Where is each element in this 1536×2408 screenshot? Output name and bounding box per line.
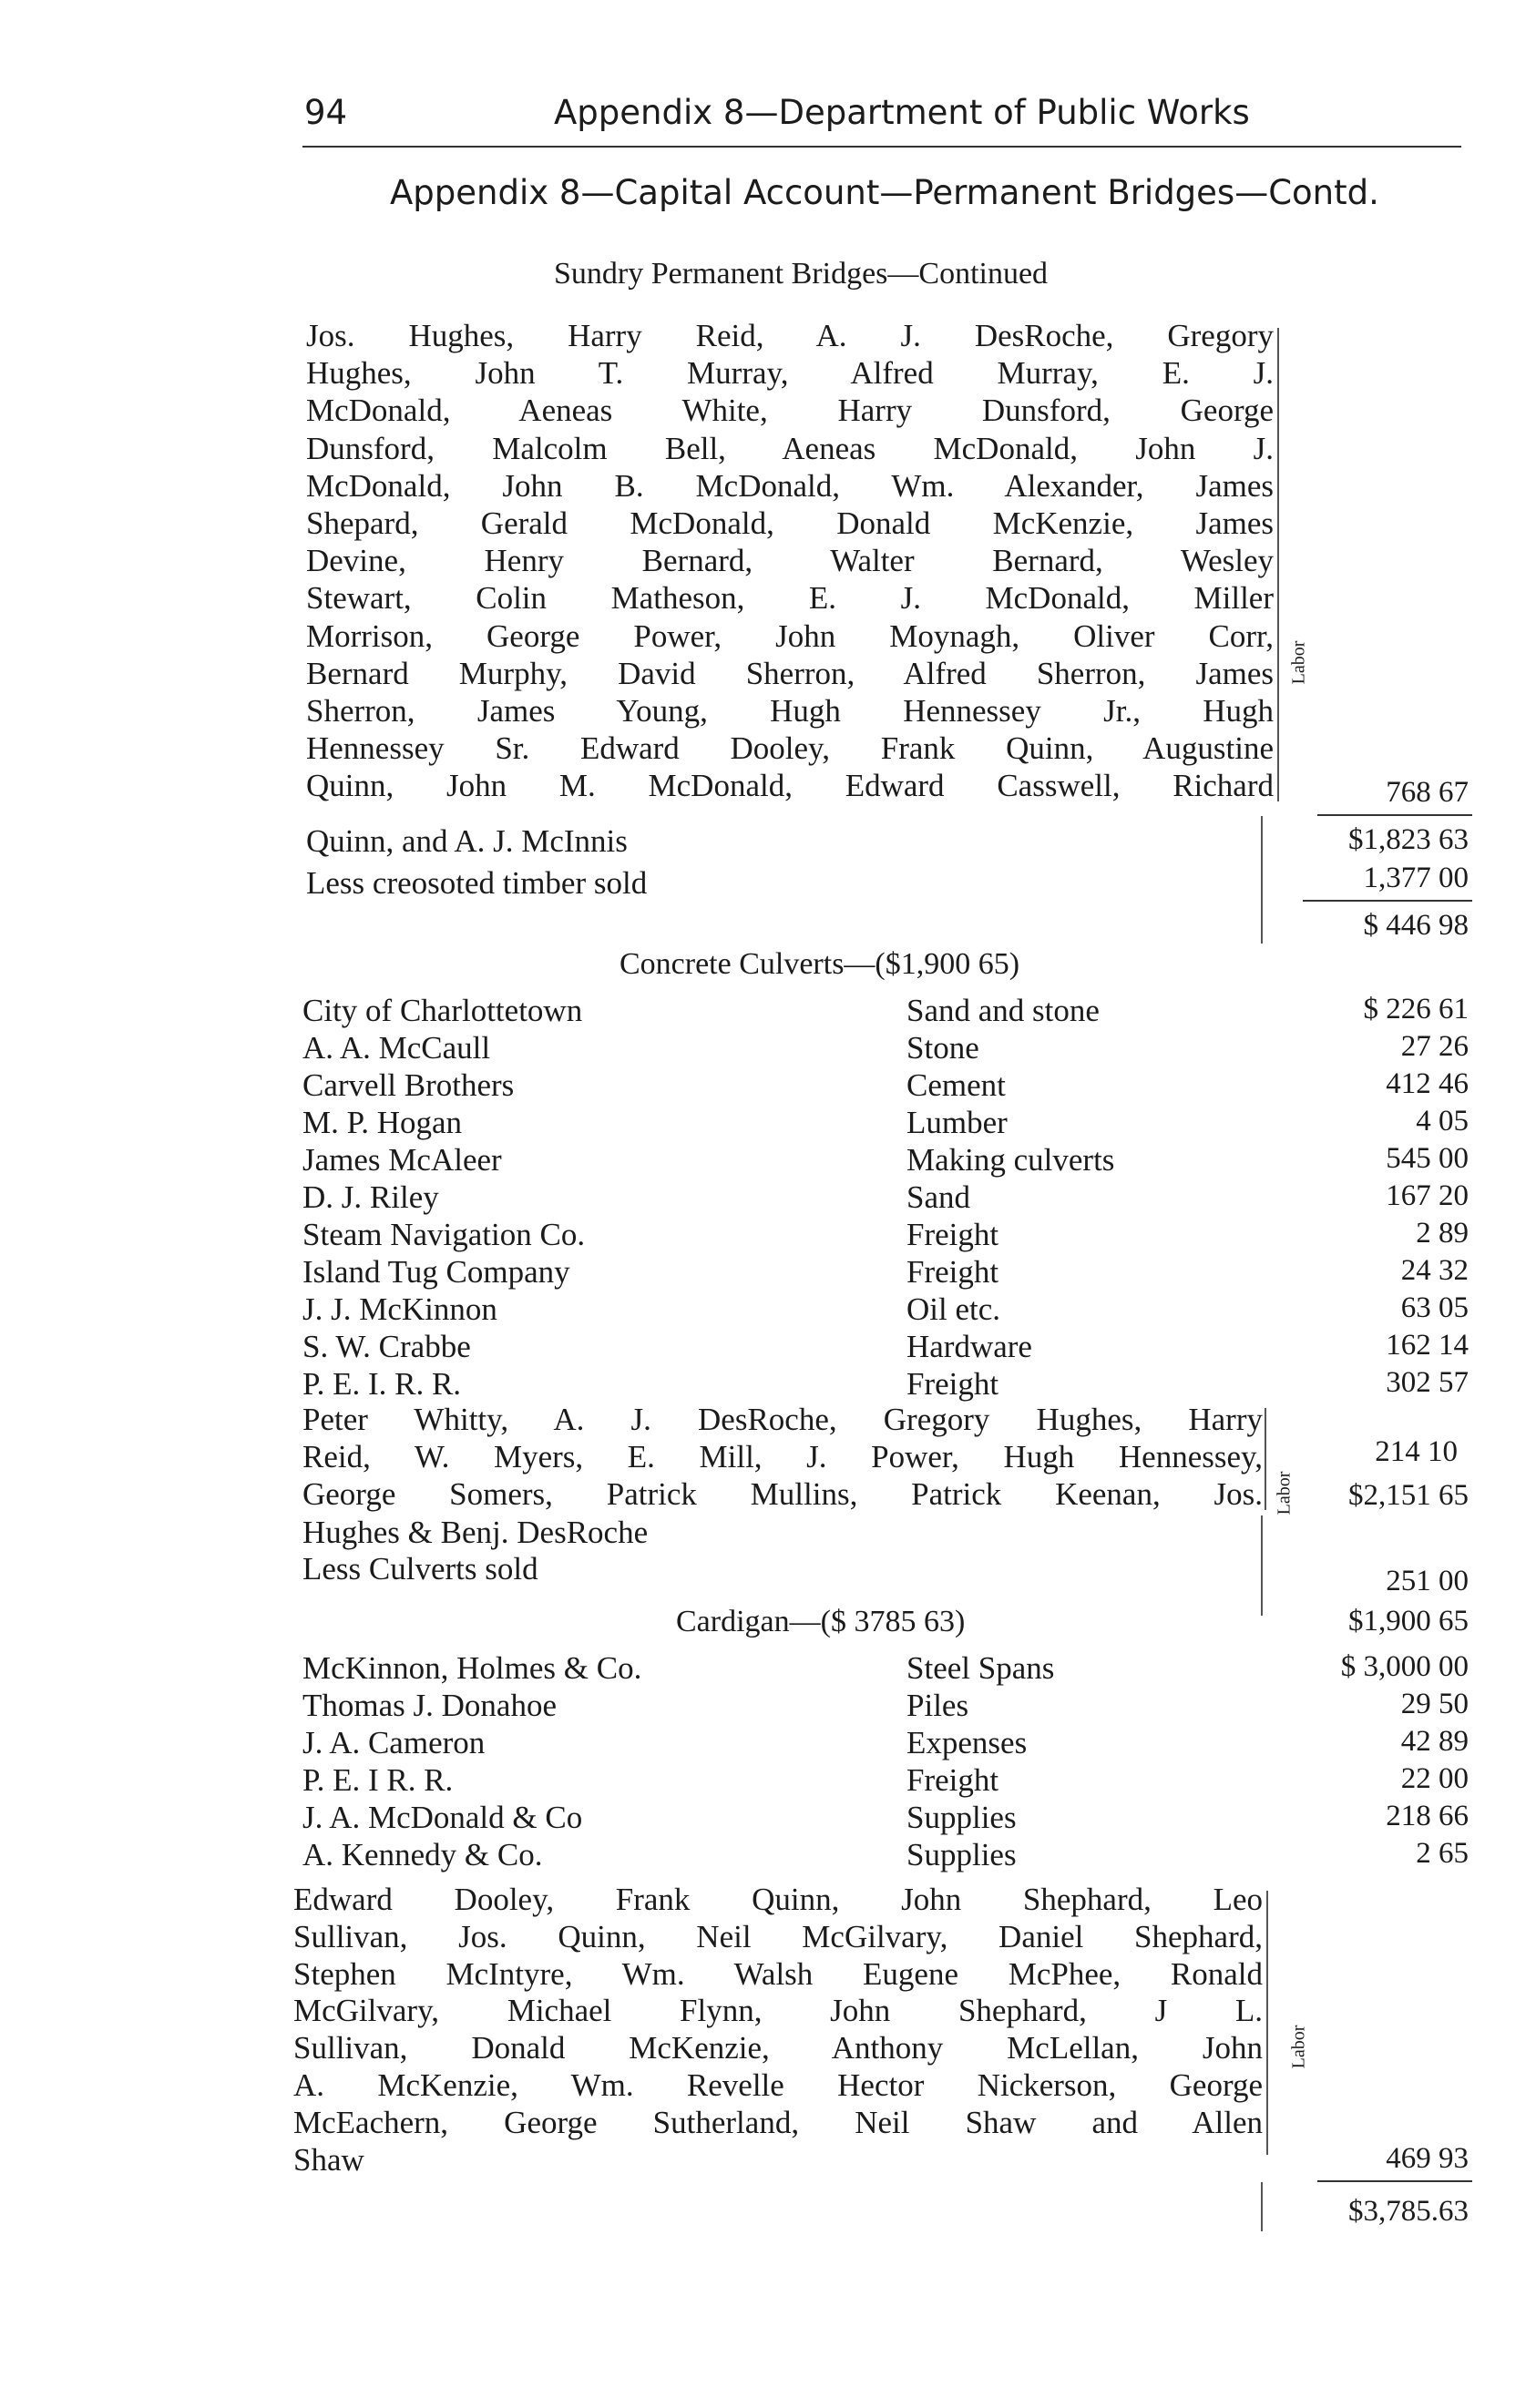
culvert-row-name: A. A. McCaull — [302, 1030, 491, 1066]
sundry-line: McDonald, John B. McDonald, Wm. Alexander, James — [306, 467, 1274, 504]
culvert-row-name: City of Charlottetown — [302, 993, 583, 1028]
sundry-line: McDonald, Aeneas White, Harry Dunsford, George — [306, 393, 1274, 429]
culvert-row-name: D. J. Riley — [302, 1179, 439, 1215]
cardigan-row-item: Piles — [906, 1688, 969, 1723]
cardigan-labor-line: Edward Dooley, Frank Quinn, John Shephard, Leo — [293, 1882, 1263, 1917]
cardigan-labor-line: Sullivan, Jos. Quinn, Neil McGilvary, Daniel Shephard, — [293, 1918, 1263, 1954]
cardigan-row-name: McKinnon, Holmes & Co. — [302, 1650, 642, 1686]
culverts-less-amount: 251 00 — [1386, 1565, 1469, 1597]
sundry-brace-line — [1277, 328, 1279, 801]
sundry-subtotal: $1,823 63 — [1348, 823, 1469, 856]
cardigan-labor-line: McGilvary, Michael Flynn, John Shephard, J L. — [293, 1993, 1263, 2029]
sundry-line: Hennessey Sr. Edward Dooley, Frank Quinn, Augustine — [306, 730, 1274, 767]
cardigan-row-amount: 29 50 — [1400, 1688, 1469, 1720]
cardigan-row-name: A. Kennedy & Co. — [302, 1837, 543, 1872]
sundry-less-amount: 1,377 00 — [1363, 862, 1469, 894]
culvert-row-item: Lumber — [906, 1105, 1008, 1140]
sundry-line: Dunsford, Malcolm Bell, Aeneas McDonald, John J. — [306, 430, 1274, 466]
cardigan-labor-label: Labor — [1288, 2025, 1309, 2069]
sundry-line: Jos. Hughes, Harry Reid, A. J. DesRoche, Gregory — [306, 318, 1274, 353]
sundry-line: Shepard, Gerald McDonald, Donald McKenzie, James — [306, 505, 1274, 542]
cardigan-total: $3,785.63 — [1348, 2195, 1469, 2228]
culverts-labor-amount: 214 10 — [1375, 1435, 1458, 1468]
culvert-row-name: Carvell Brothers — [302, 1067, 515, 1103]
cardigan-row-name: J. A. Cameron — [302, 1725, 486, 1760]
culverts-labor-paragraph — [302, 1401, 1263, 1514]
culvert-row-amount: 2 89 — [1416, 1217, 1469, 1250]
sundry-labor-paragraph — [306, 317, 1274, 805]
culvert-row-name: J. J. McKinnon — [302, 1291, 497, 1327]
culverts-net: $1,900 65 — [1348, 1605, 1469, 1638]
culverts-labor-line: Peter Whitty, A. J. DesRoche, Gregory Hughes, Harry — [302, 1402, 1263, 1437]
sundry-line: Hughes, John T. Murray, Alfred Murray, E. J. — [306, 355, 1274, 392]
sundry-labor-amount: 768 67 — [1386, 776, 1469, 809]
cardigan-labor-line: A. McKenzie, Wm. Revelle Hector Nickerson, George — [293, 2066, 1263, 2103]
culvert-row-amount: 63 05 — [1400, 1291, 1469, 1324]
cardigan-heading: Cardigan—($ 3785 63) — [676, 1605, 966, 1638]
culvert-row-amount: $ 226 61 — [1363, 993, 1469, 1025]
cardigan-labor-last-line: Shaw — [293, 2142, 364, 2178]
sundry-line: Stewart, Colin Matheson, E. J. McDonald, Miller — [306, 580, 1274, 617]
culvert-row-amount: 302 57 — [1386, 1366, 1469, 1399]
culvert-row-item: Freight — [906, 1254, 999, 1290]
culverts-labor-last-line: Hughes & Benj. DesRoche — [302, 1515, 649, 1550]
cardigan-row-item: Supplies — [906, 1800, 1017, 1835]
culvert-row-item: Hardware — [906, 1329, 1032, 1364]
culverts-less-label: Less Culverts sold — [302, 1551, 538, 1587]
culverts-labor-line: Reid, W. Myers, E. Mill, J. Power, Hugh Hennessey, — [302, 1439, 1263, 1475]
cardigan-labor-rule — [1317, 2180, 1472, 2182]
cardigan-row-item: Expenses — [906, 1725, 1028, 1760]
cardigan-row-amount: 2 65 — [1416, 1837, 1469, 1870]
culvert-row-name: Island Tug Company — [302, 1254, 570, 1290]
header-rule — [302, 146, 1461, 148]
culvert-row-amount: 162 14 — [1386, 1329, 1469, 1362]
cardigan-row-item: Steel Spans — [906, 1650, 1055, 1686]
cardigan-row-amount: 42 89 — [1400, 1725, 1469, 1758]
sundry-amount-line — [1261, 816, 1263, 944]
cardigan-brace-line — [1266, 1891, 1268, 2155]
cardigan-amount-line — [1261, 2182, 1263, 2231]
culvert-row-amount: 27 26 — [1400, 1030, 1469, 1063]
sundry-labor-label: Labor — [1288, 640, 1309, 685]
culverts-brace-line — [1265, 1408, 1266, 1510]
culverts-labor-label: Labor — [1274, 1471, 1295, 1515]
cardigan-row-item: Supplies — [906, 1837, 1017, 1872]
culvert-row-name: M. P. Hogan — [302, 1105, 463, 1140]
cardigan-row-amount: $ 3,000 00 — [1340, 1650, 1469, 1683]
cardigan-row-item: Freight — [906, 1762, 999, 1798]
culvert-row-name: Steam Navigation Co. — [302, 1217, 586, 1252]
culverts-heading: Concrete Culverts—($1,900 65) — [620, 947, 1020, 981]
culvert-row-amount: 24 32 — [1400, 1254, 1469, 1287]
culvert-row-item: Cement — [906, 1067, 1006, 1103]
culvert-row-amount: 167 20 — [1386, 1179, 1469, 1212]
cardigan-labor-line: McEachern, George Sutherland, Neil Shaw and Allen — [293, 2104, 1263, 2140]
page-number: 94 — [304, 93, 348, 132]
cardigan-labor-paragraph — [293, 1882, 1263, 2142]
cardigan-labor-line: Sullivan, Donald McKenzie, Anthony McLellan, John — [293, 2030, 1263, 2066]
culvert-row-item: Stone — [906, 1030, 979, 1066]
sundry-line: Quinn, John M. McDonald, Edward Casswell, Richard — [306, 768, 1274, 804]
culverts-amount-line — [1261, 1515, 1263, 1616]
sundry-heading: Sundry Permanent Bridges—Continued — [554, 257, 1049, 291]
running-header: Appendix 8—Department of Public Works — [554, 93, 1250, 132]
culverts-subtotal: $2,151 65 — [1348, 1479, 1469, 1512]
cardigan-row-name: P. E. I R. R. — [302, 1762, 454, 1798]
cardigan-row-name: Thomas J. Donahoe — [302, 1688, 557, 1723]
page-subtitle: Appendix 8—Capital Account—Permanent Bridges—Contd. — [390, 173, 1379, 212]
sundry-less-label: Less creosoted timber sold — [306, 865, 648, 901]
culvert-row-item: Oil etc. — [906, 1291, 1001, 1327]
sundry-net: $ 446 98 — [1363, 909, 1469, 942]
culvert-row-item: Making culverts — [906, 1142, 1115, 1178]
culvert-row-item: Sand — [906, 1179, 970, 1215]
culvert-row-item: Freight — [906, 1217, 999, 1252]
cardigan-labor-amount: 469 93 — [1386, 2142, 1469, 2175]
sundry-less-rule — [1303, 900, 1472, 902]
culvert-row-name: P. E. I. R. R. — [302, 1366, 462, 1402]
sundry-last-line: Quinn, and A. J. McInnis — [306, 823, 628, 859]
cardigan-row-amount: 22 00 — [1400, 1762, 1469, 1795]
culvert-row-amount: 545 00 — [1386, 1142, 1469, 1175]
cardigan-row-name: J. A. McDonald & Co — [302, 1800, 583, 1835]
culvert-row-amount: 4 05 — [1416, 1105, 1469, 1138]
cardigan-labor-line: Stephen McIntyre, Wm. Walsh Eugene McPhee, Ronald — [293, 1955, 1263, 1992]
sundry-line: Morrison, George Power, John Moynagh, Oliver Corr, — [306, 617, 1274, 654]
sundry-line: Bernard Murphy, David Sherron, Alfred Sherron, James — [306, 655, 1274, 691]
culvert-row-item: Sand and stone — [906, 993, 1100, 1028]
culvert-row-name: James McAleer — [302, 1142, 502, 1178]
culverts-labor-line: George Somers, Patrick Mullins, Patrick Keenan, Jos. — [302, 1476, 1263, 1513]
sundry-line: Sherron, James Young, Hugh Hennessey Jr., Hugh — [306, 693, 1274, 730]
culvert-row-amount: 412 46 — [1386, 1067, 1469, 1100]
culvert-row-item: Freight — [906, 1366, 999, 1402]
sundry-labor-rule — [1317, 814, 1472, 816]
sundry-line: Devine, Henry Bernard, Walter Bernard, Wesley — [306, 543, 1274, 579]
cardigan-row-amount: 218 66 — [1386, 1800, 1469, 1832]
culvert-row-name: S. W. Crabbe — [302, 1329, 471, 1364]
